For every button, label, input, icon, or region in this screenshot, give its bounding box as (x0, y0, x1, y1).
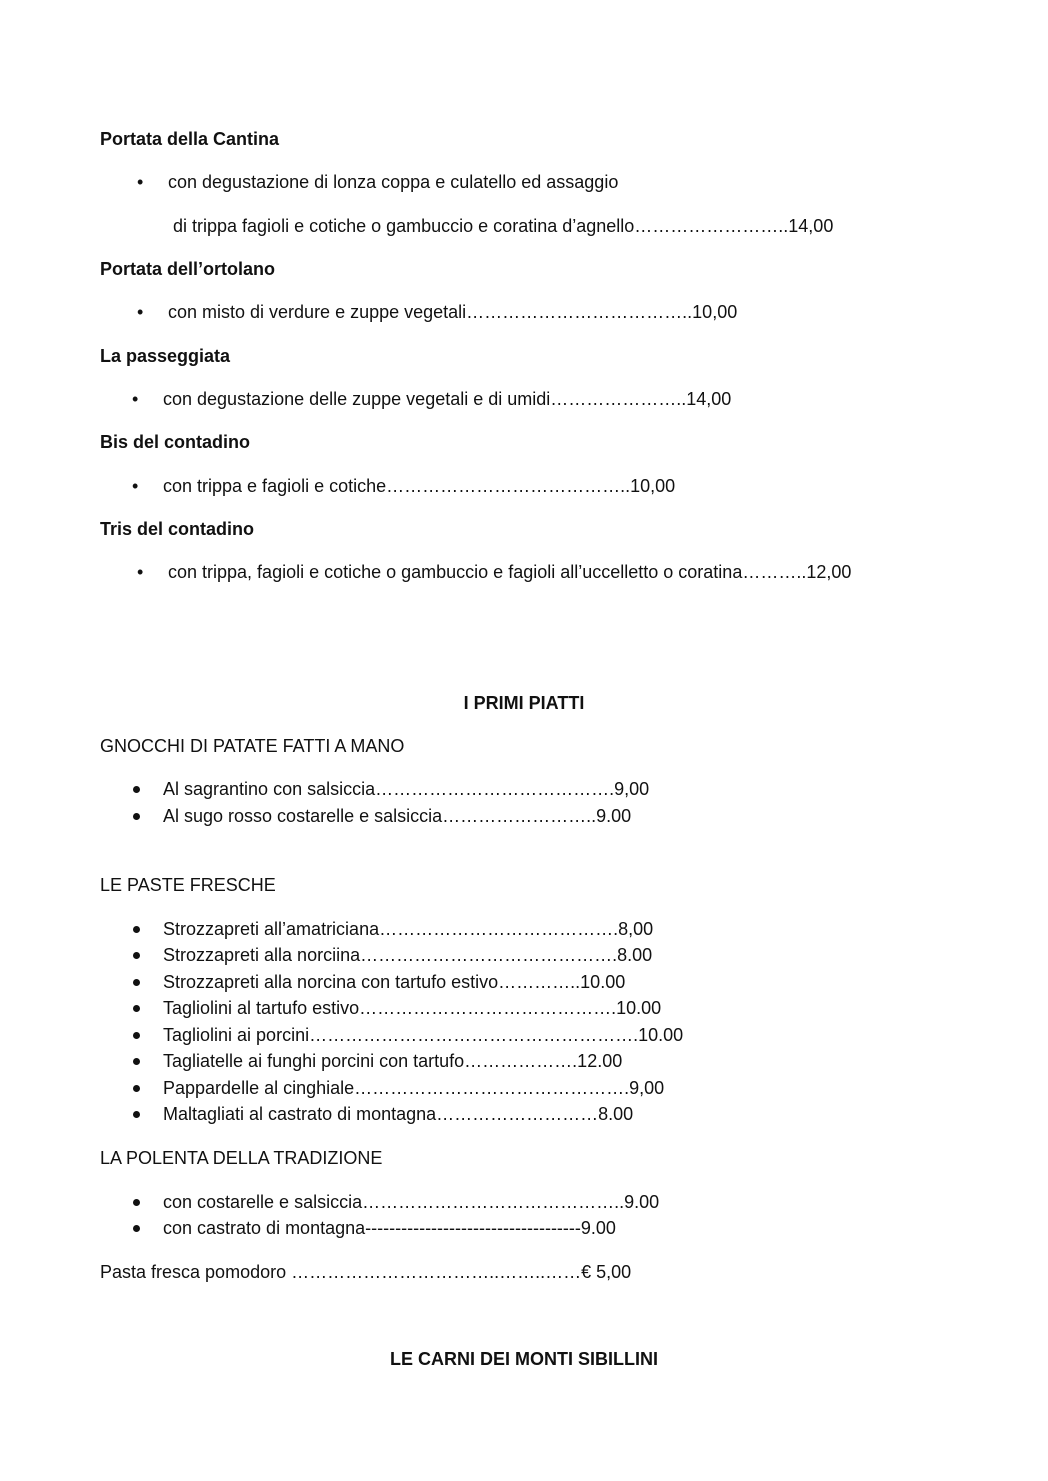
bullet-icon: • (137, 302, 144, 322)
menu-item: con castrato di montagna------------------------------------9.00 (163, 1218, 616, 1238)
bullet-icon (133, 1005, 140, 1012)
menu-item: Al sugo rosso costarelle e salsiccia……………………..9.00 (163, 806, 632, 826)
bullet-icon: • (137, 562, 144, 582)
bullet-icon (133, 1199, 140, 1206)
bullet-icon (133, 1058, 140, 1065)
menu-item: di trippa fagioli e cotiche o gambuccio e coratina d’agnello……………………..14,00 (173, 216, 834, 236)
bullet-icon (133, 926, 140, 933)
section-title-tris-contadino: Tris del contadino (100, 519, 255, 539)
section-title-passeggiata: La passeggiata (100, 346, 231, 366)
menu-item: con costarelle e salsiccia……………………………………..9.00 (163, 1192, 660, 1212)
bullet-icon (133, 1085, 140, 1092)
bullet-icon: • (132, 476, 139, 496)
subsection-title-polenta: LA POLENTA DELLA TRADIZIONE (100, 1148, 383, 1168)
menu-item: Maltagliati al castrato di montagna………………………8.00 (163, 1104, 634, 1124)
menu-item: con trippa e fagioli e cotiche…………………………………..10,00 (163, 476, 676, 496)
bullet-icon (133, 1225, 140, 1232)
menu-item: Tagliolini al tartufo estivo…………………………………….10.00 (163, 998, 662, 1018)
menu-item: Al sagrantino con salsiccia………………………………….9,00 (163, 779, 650, 799)
menu-item: Pappardelle al cinghiale……………………………………….9,00 (163, 1078, 665, 1098)
bullet-icon (133, 979, 140, 986)
menu-item: Strozzapreti alla norcina con tartufo estivo…………..10.00 (163, 972, 626, 992)
bullet-icon: • (137, 172, 144, 192)
menu-item: con trippa, fagioli e cotiche o gambuccio e fagioli all’uccelletto o coratina………..12,00 (168, 562, 852, 582)
heading-carni: LE CARNI DEI MONTI SIBILLINI (390, 1349, 658, 1369)
bullet-icon (133, 786, 140, 793)
heading-primi-piatti: I PRIMI PIATTI (463, 693, 585, 713)
bullet-icon: • (132, 389, 139, 409)
menu-item: Strozzapreti all’amatriciana………………………………….8,00 (163, 919, 654, 939)
bullet-icon (133, 952, 140, 959)
menu-item: Strozzapreti alla norciina…………………………………….8.00 (163, 945, 653, 965)
menu-item: con misto di verdure e zuppe vegetali………………………………..10,00 (168, 302, 738, 322)
bullet-icon (133, 1111, 140, 1118)
menu-item: Tagliatelle ai funghi porcini con tartufo……………….12.00 (163, 1051, 623, 1071)
menu-item: Tagliolini ai porcini……………………………………………….10.00 (163, 1025, 684, 1045)
bullet-icon (133, 813, 140, 820)
section-title-portata-ortolano: Portata dell’ortolano (100, 259, 276, 279)
menu-item: con degustazione delle zuppe vegetali e di umidi…………………..14,00 (163, 389, 732, 409)
menu-item: con degustazione di lonza coppa e culatello ed assaggio (168, 172, 619, 192)
subsection-title-gnocchi: GNOCCHI DI PATATE FATTI A MANO (100, 736, 405, 756)
menu-item-pasta-pomodoro: Pasta fresca pomodoro ……………………………..……..……€ 5,00 (100, 1262, 632, 1282)
section-title-bis-contadino: Bis del contadino (100, 432, 251, 452)
bullet-icon (133, 1032, 140, 1039)
section-title-portata-cantina: Portata della Cantina (100, 129, 280, 149)
subsection-title-paste-fresche: LE PASTE FRESCHE (100, 875, 276, 895)
